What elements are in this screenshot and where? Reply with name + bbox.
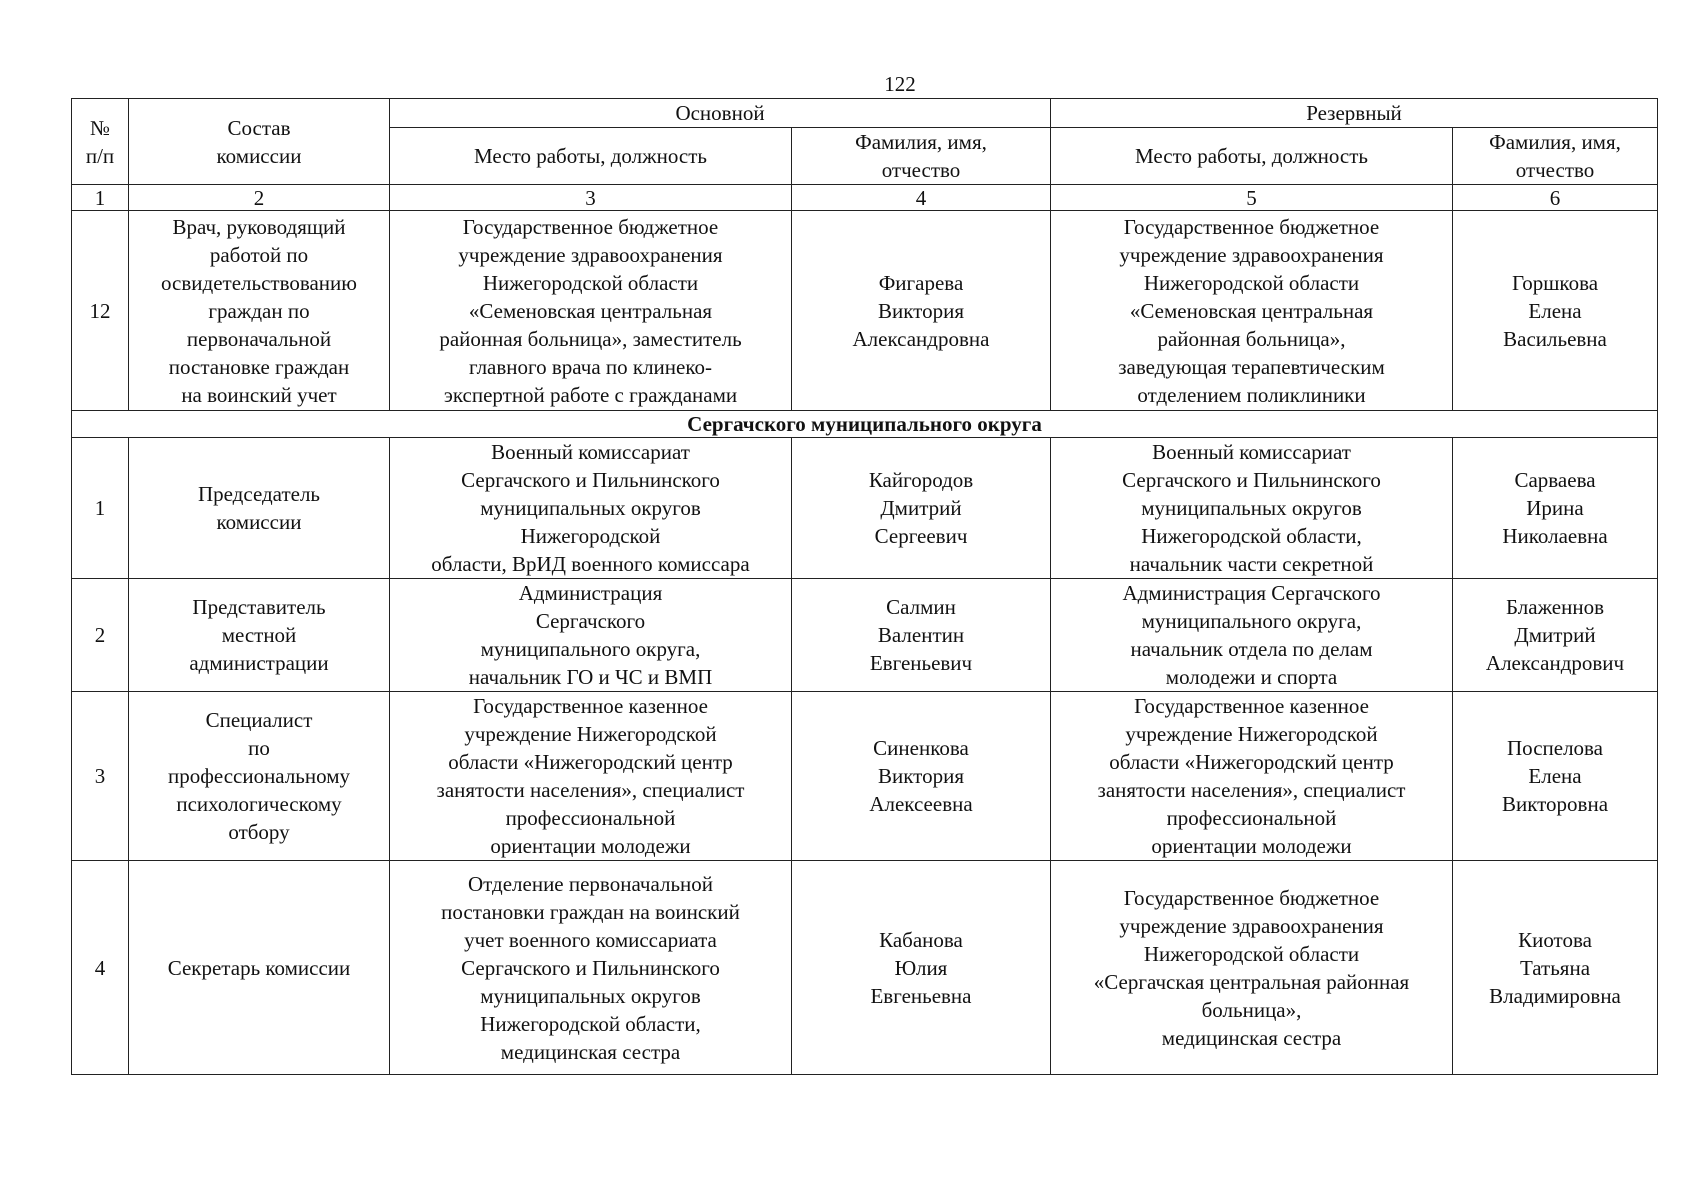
section-title: Сергачского муниципального округа [72, 411, 1658, 438]
main-workplace: Отделение первоначальной постановки граждан на воинский учет военного комиссариата Сергачского и Пильнинского муниципальных округов Нижегородской области, медицинская сестра [390, 861, 792, 1075]
reserve-workplace: Военный комиссариат Сергачского и Пильнинского муниципальных округов Нижегородской области, начальник части секретной [1051, 438, 1453, 579]
column-numbering-row [72, 185, 1658, 211]
row-number: 4 [72, 861, 129, 1075]
table-row [72, 438, 1658, 579]
row-role: Врач, руководящий работой по освидетельствованию граждан по первоначальной постановке граждан на воинский учет [129, 211, 390, 411]
main-workplace: Государственное бюджетное учреждение здравоохранения Нижегородской области «Семеновская центральная районная больница», заместитель главного врача по клинеко- экспертной работе с гражданами [390, 211, 792, 411]
column-number: 3 [390, 185, 792, 211]
header-composition: Состав комиссии [129, 99, 390, 185]
column-number: 5 [1051, 185, 1453, 211]
header-reserve-fio: Фамилия, имя, отчество [1453, 128, 1658, 185]
main-name: Салмин Валентин Евгеньевич [792, 579, 1051, 692]
column-number: 1 [72, 185, 129, 211]
header-reserve-workplace: Место работы, должность [1051, 128, 1453, 185]
reserve-workplace: Администрация Сергачского муниципального округа, начальник отдела по делам молодежи и спорта [1051, 579, 1453, 692]
row-number: 12 [72, 211, 129, 411]
row-role: Специалист по профессиональному психологическому отбору [129, 692, 390, 861]
row-number: 3 [72, 692, 129, 861]
main-workplace: Администрация Сергачского муниципального округа, начальник ГО и ЧС и ВМП [390, 579, 792, 692]
header-reserve: Резервный [1051, 99, 1658, 128]
reserve-workplace: Государственное казенное учреждение Нижегородской области «Нижегородский центр занятости населения», специалист профессиональной ориентации молодежи [1051, 692, 1453, 861]
column-number: 4 [792, 185, 1051, 211]
table-row [72, 692, 1658, 861]
header-main-workplace: Место работы, должность [390, 128, 792, 185]
section-row [72, 411, 1658, 438]
row-role: Председатель комиссии [129, 438, 390, 579]
page-number: 122 [884, 72, 916, 96]
reserve-name: Сарваева Ирина Николаевна [1453, 438, 1658, 579]
reserve-name: Блаженнов Дмитрий Александрович [1453, 579, 1658, 692]
row-role: Секретарь комиссии [129, 861, 390, 1075]
header-main-fio: Фамилия, имя, отчество [792, 128, 1051, 185]
header-main: Основной [390, 99, 1051, 128]
table-row [72, 579, 1658, 692]
reserve-name: Поспелова Елена Викторовна [1453, 692, 1658, 861]
column-number: 6 [1453, 185, 1658, 211]
main-name: Синенкова Виктория Алексеевна [792, 692, 1051, 861]
reserve-workplace: Государственное бюджетное учреждение здравоохранения Нижегородской области «Сергачская центральная районная больница», медицинская сестра [1051, 861, 1453, 1075]
row-role: Представитель местной администрации [129, 579, 390, 692]
reserve-name: Горшкова Елена Васильевна [1453, 211, 1658, 411]
main-name: Фигарева Виктория Александровна [792, 211, 1051, 411]
main-workplace: Государственное казенное учреждение Нижегородской области «Нижегородский центр занятости населения», специалист профессиональной ориентации молодежи [390, 692, 792, 861]
commission-table [71, 98, 1658, 1075]
row-number: 2 [72, 579, 129, 692]
reserve-workplace: Государственное бюджетное учреждение здравоохранения Нижегородской области «Семеновская центральная районная больница», заведующая терапевтическим отделением поликлиники [1051, 211, 1453, 411]
row-number: 1 [72, 438, 129, 579]
main-name: Кабанова Юлия Евгеньевна [792, 861, 1051, 1075]
column-number: 2 [129, 185, 390, 211]
table-row [72, 211, 1658, 411]
header-num: № п/п [72, 99, 129, 185]
main-workplace: Военный комиссариат Сергачского и Пильнинского муниципальных округов Нижегородской области, ВрИД военного комиссара [390, 438, 792, 579]
reserve-name: Киотова Татьяна Владимировна [1453, 861, 1658, 1075]
main-name: Кайгородов Дмитрий Сергеевич [792, 438, 1051, 579]
table-row [72, 861, 1658, 1075]
